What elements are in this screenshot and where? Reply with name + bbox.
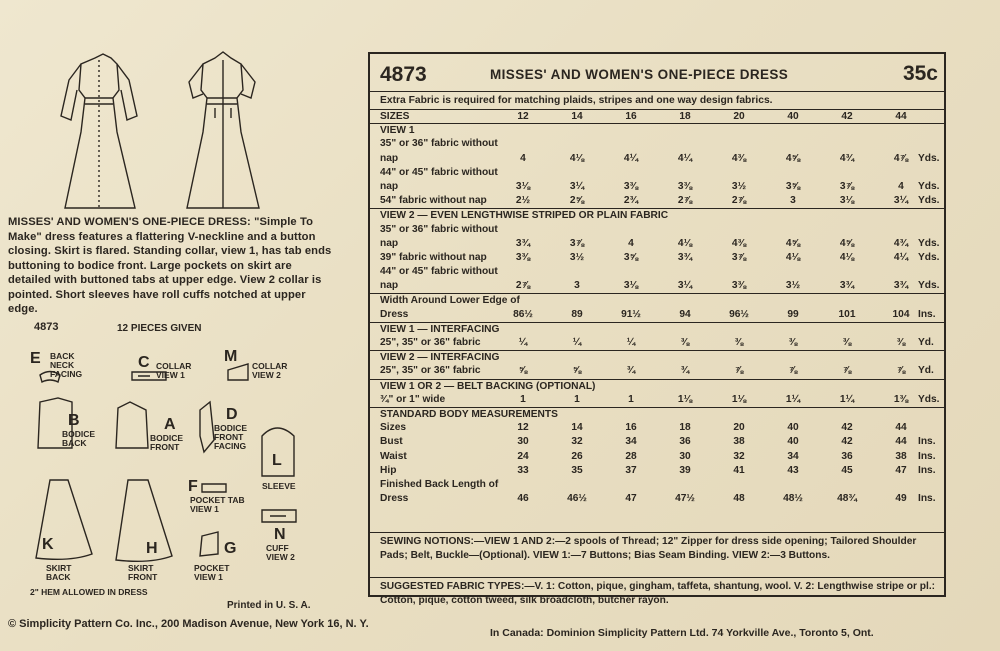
cell-value: 1 <box>574 393 580 405</box>
cell-value: 1 <box>520 393 526 405</box>
cell-value: 4⅝ <box>785 152 801 164</box>
cell-value: 49 <box>895 493 907 505</box>
row-unit: Yds. <box>918 393 940 405</box>
cell-value: 40 <box>787 422 799 434</box>
cell-value: 32 <box>571 436 583 448</box>
cell-value: 4⅛ <box>677 237 693 249</box>
cell-value: 3¾ <box>677 251 693 263</box>
row-label: nap <box>380 152 399 164</box>
cell-value: 1¼ <box>839 393 855 405</box>
cell-value: ⅝ <box>572 365 582 377</box>
cell-value: 4⅜ <box>731 152 747 164</box>
cell-value: 91½ <box>621 308 641 320</box>
chart-row <box>370 421 944 435</box>
chart-row <box>370 223 944 237</box>
chart-row <box>370 350 944 364</box>
piece-letter-a: A <box>164 416 176 433</box>
chart-row <box>370 464 944 478</box>
cell-value: ⅜ <box>734 337 744 348</box>
cell-value: 3¾ <box>893 280 909 292</box>
chart-row <box>370 379 944 393</box>
canada-address: In Canada: Dominion Simplicity Pattern Ltd. 74 Yorkville Ave., Toronto 5, Ont. <box>490 627 874 639</box>
cell-value: 18 <box>679 422 691 434</box>
chart-row <box>370 435 944 449</box>
size-header: 12 <box>517 111 529 122</box>
row-label: 25", 35" or 36" fabric <box>380 365 481 377</box>
cell-value: 3⅝ <box>785 180 801 192</box>
suggested-fabric-types: SUGGESTED FABRIC TYPES:—V. 1: Cotton, pique, gingham, taffeta, shantung, wool. V. 2: Lengthwise stripe or pl.: Cotton, pique, cotton tweed, silk broadcloth, butcher rayon. <box>380 581 936 606</box>
chart-row <box>370 251 944 265</box>
cell-value: ⅜ <box>896 337 906 348</box>
cell-value: 2¾ <box>623 195 639 207</box>
row-label: Width Around Lower Edge of <box>380 295 520 307</box>
piece-label-c: COLLAR VIEW 1 <box>156 361 192 380</box>
piece-f-shape <box>202 484 226 492</box>
cell-value: 3½ <box>569 251 585 263</box>
cell-value: 26 <box>571 450 583 462</box>
cell-value: 42 <box>841 422 853 434</box>
cell-value: 20 <box>733 422 745 434</box>
cell-value: 42 <box>841 436 853 448</box>
cell-value: ⅜ <box>680 337 690 348</box>
cell-value: 4⅞ <box>893 152 909 164</box>
piece-letter-k: K <box>42 536 54 553</box>
piece-letter-m: M <box>224 348 238 365</box>
cell-value: ¼ <box>626 337 636 348</box>
row-unit: Ins. <box>918 493 936 505</box>
cell-value: 3⅞ <box>839 180 855 192</box>
pattern-pieces-diagram <box>0 340 340 610</box>
row-unit: Yds. <box>918 251 940 263</box>
piece-label-h: SKIRT FRONT <box>128 563 158 582</box>
chart-row <box>370 492 944 506</box>
size-header: 16 <box>625 111 637 122</box>
cell-value: 86½ <box>513 308 533 320</box>
row-label: 44" or 45" fabric without <box>380 266 498 278</box>
row-label: Sizes <box>380 422 407 434</box>
row-label: 25", 35" or 36" fabric <box>380 337 481 348</box>
piece-label-f: POCKET TAB VIEW 1 <box>190 495 245 514</box>
chart-row <box>370 237 944 251</box>
fabric-divider <box>370 577 944 578</box>
cell-value: 4⅛ <box>785 251 801 263</box>
row-label: 44" or 45" fabric without <box>380 166 498 178</box>
cell-value: 101 <box>838 308 856 320</box>
piece-m-shape <box>228 364 248 380</box>
row-label: VIEW 2 — INTERFACING <box>380 352 500 364</box>
piece-g-shape <box>200 532 218 556</box>
row-unit: Yd. <box>918 337 934 348</box>
chart-row <box>370 407 944 421</box>
piece-letter-g: G <box>224 540 237 557</box>
piece-label-b: BODICE BACK <box>62 429 96 448</box>
piece-label-m: COLLAR VIEW 2 <box>252 361 288 380</box>
sewing-notions: SEWING NOTIONS:—VIEW 1 AND 2:—2 spools of Thread; 12" Zipper for dress side opening; Tailored Shoulder Pads; Belt, Buckle—(Optional). VIEW 1:—7 Buttons; Bias Seam Binding. VIEW 2:—3 Buttons. <box>370 532 944 562</box>
dress-sketches <box>55 50 275 215</box>
row-label: 35" or 36" fabric without <box>380 138 498 150</box>
cell-value: 39 <box>679 464 691 476</box>
cell-value: 1⅜ <box>893 393 909 405</box>
piece-label-k: SKIRT BACK <box>46 563 72 582</box>
cell-value: 96½ <box>729 308 749 320</box>
size-header: 44 <box>895 111 907 122</box>
cell-value: 3½ <box>785 280 801 292</box>
piece-letter-n: N <box>274 526 286 543</box>
cell-value: 1⅛ <box>731 393 747 405</box>
cell-value: 3⅛ <box>623 280 639 292</box>
size-header: 14 <box>571 111 583 122</box>
cell-value: 3⅝ <box>623 251 639 263</box>
cell-value: 3⅛ <box>839 195 855 207</box>
piece-label-l: SLEEVE <box>262 481 296 491</box>
size-header: 40 <box>787 111 799 122</box>
cell-value: 48½ <box>783 493 803 505</box>
cell-value: 2⅞ <box>677 195 693 207</box>
row-label: VIEW 1 — INTERFACING <box>380 323 500 335</box>
cell-value: 1 <box>628 393 634 405</box>
chart-row <box>370 322 944 336</box>
size-header: 20 <box>733 111 745 122</box>
piece-letter-e: E <box>30 350 41 367</box>
chart-row <box>370 364 944 378</box>
cell-value: 45 <box>841 464 853 476</box>
chart-row <box>370 308 944 322</box>
cell-value: 35 <box>571 464 583 476</box>
row-label: 54" fabric without nap <box>380 195 487 207</box>
cell-value: 38 <box>733 436 745 448</box>
cell-value: 3¾ <box>839 280 855 292</box>
cell-value: 3 <box>574 280 580 292</box>
pattern-number-small: 4873 <box>34 321 59 333</box>
cell-value: 47 <box>625 493 637 505</box>
row-label: Hip <box>380 464 397 476</box>
chart-row <box>370 393 944 407</box>
cell-value: 4 <box>898 180 904 192</box>
cell-value: 3¼ <box>893 195 909 207</box>
cell-value: 104 <box>892 308 910 320</box>
cell-value: 4⅜ <box>731 237 747 249</box>
pattern-price: 35c <box>902 62 938 85</box>
description-body: "Simple To Make" dress features a flattering V-neckline and a button closing. Skirt is flared. Standing collar, view 1, has tab ends buttoning to bodice front. Large pockets on skirt are detailed with buttoned tabs at upper edge. View 2 collar is pointed. Short sleeves have roll cuffs notched at upper edge. <box>8 216 332 315</box>
sizes-header-row <box>370 109 944 123</box>
cell-value: ⅜ <box>788 337 798 348</box>
row-unit: Ins. <box>918 308 936 320</box>
row-unit: Ins. <box>918 464 936 476</box>
pattern-number: 4873 <box>380 63 427 86</box>
cell-value: ¾ <box>680 365 690 377</box>
piece-letter-h: H <box>146 540 158 557</box>
piece-letter-d: D <box>226 406 238 423</box>
row-label: nap <box>380 180 399 192</box>
row-label: VIEW 1 OR 2 — BELT BACKING (OPTIONAL) <box>380 380 596 392</box>
size-header: 18 <box>679 111 691 122</box>
cell-value: ⅜ <box>842 337 852 348</box>
printed-in-usa: Printed in U. S. A. <box>227 600 311 611</box>
row-label: Finished Back Length of <box>380 478 499 490</box>
row-label: 39" fabric without nap <box>380 251 487 263</box>
cell-value: 2⅞ <box>515 280 531 292</box>
piece-label-a: BODICE FRONT <box>150 433 184 452</box>
chart-row <box>370 137 944 151</box>
cell-value: ⅞ <box>896 365 906 377</box>
cell-value: 41 <box>733 464 745 476</box>
cell-value: 4¼ <box>893 251 909 263</box>
cell-value: 3⅜ <box>731 280 747 292</box>
cell-value: 99 <box>787 308 799 320</box>
piece-h-shape <box>116 480 172 561</box>
cell-value: ¾ <box>626 365 636 377</box>
row-unit: Ins. <box>918 450 936 462</box>
row-label: nap <box>380 280 399 292</box>
cell-value: 4 <box>628 237 634 249</box>
row-label: ¾" or 1" wide <box>380 393 446 405</box>
piece-letter-l: L <box>272 452 282 469</box>
size-header: 42 <box>841 111 853 122</box>
cell-value: 32 <box>733 450 745 462</box>
dress-view-2-sketch <box>187 52 259 208</box>
cell-value: 2½ <box>515 195 531 207</box>
extra-fabric-note: Extra Fabric is required for matching plaids, stripes and one way design fabrics. <box>380 95 773 106</box>
piece-label-g: POCKET VIEW 1 <box>194 563 230 582</box>
piece-letter-f: F <box>188 478 198 495</box>
cell-value: 48¾ <box>837 493 857 505</box>
cell-value: 3¼ <box>569 180 585 192</box>
row-label: STANDARD BODY MEASUREMENTS <box>380 408 558 420</box>
row-unit: Yds. <box>918 152 940 164</box>
chart-row <box>370 166 944 180</box>
cell-value: 3½ <box>731 180 747 192</box>
cell-value: ¼ <box>518 337 528 348</box>
cell-value: 44 <box>895 436 907 448</box>
dress-view-1-sketch <box>61 54 137 208</box>
cell-value: 4⅛ <box>839 251 855 263</box>
piece-d-shape <box>200 402 214 452</box>
cell-value: 4¼ <box>623 152 639 164</box>
chart-row <box>370 478 944 492</box>
pieces-given: 12 PIECES GIVEN <box>117 323 202 334</box>
piece-label-n: CUFF VIEW 2 <box>266 543 295 562</box>
description-lead: MISSES' AND WOMEN'S ONE-PIECE DRESS: <box>8 216 251 228</box>
hem-note: 2" HEM ALLOWED IN DRESS <box>30 587 148 597</box>
chart-row <box>370 123 944 137</box>
piece-label-e: BACK NECK FACING <box>50 351 83 379</box>
row-unit: Ins. <box>918 436 936 448</box>
cell-value: 4¾ <box>839 152 855 164</box>
cell-value: 1¼ <box>785 393 801 405</box>
row-label: 35" or 36" fabric without <box>380 223 498 235</box>
yardage-table <box>370 109 944 506</box>
cell-value: 2⅝ <box>569 195 585 207</box>
dress-description <box>8 215 338 317</box>
row-unit: Yds. <box>918 195 940 207</box>
cell-value: 30 <box>679 450 691 462</box>
row-unit: Yds. <box>918 280 940 292</box>
cell-value: 3⅜ <box>623 180 639 192</box>
piece-n-shape <box>262 510 296 522</box>
row-label: Waist <box>380 450 407 462</box>
piece-letter-b: B <box>68 412 80 429</box>
cell-value: 4⅝ <box>785 237 801 249</box>
pattern-title: MISSES' AND WOMEN'S ONE-PIECE DRESS <box>490 67 789 82</box>
cell-value: 47 <box>895 464 907 476</box>
cell-value: 12 <box>517 422 529 434</box>
cell-value: 3⅜ <box>515 251 531 263</box>
sizes-label: SIZES <box>380 111 410 122</box>
chart-row <box>370 152 944 166</box>
chart-row <box>370 180 944 194</box>
row-label: nap <box>380 237 399 249</box>
cell-value: 1⅛ <box>677 393 693 405</box>
cell-value: 3¾ <box>515 237 531 249</box>
cell-value: ⅝ <box>518 365 528 377</box>
cell-value: 34 <box>787 450 799 462</box>
cell-value: 89 <box>571 308 583 320</box>
copyright-line: © Simplicity Pattern Co. Inc., 200 Madison Avenue, New York 16, N. Y. <box>8 618 369 630</box>
cell-value: 28 <box>625 450 637 462</box>
cell-value: 3⅜ <box>677 180 693 192</box>
chart-header <box>370 54 944 92</box>
row-label: Dress <box>380 308 409 320</box>
cell-value: ⅞ <box>788 365 798 377</box>
cell-value: 24 <box>517 450 529 462</box>
row-label: Dress <box>380 493 409 505</box>
cell-value: 36 <box>679 436 691 448</box>
row-unit: Yds. <box>918 180 940 192</box>
chart-row <box>370 265 944 279</box>
cell-value: 44 <box>895 422 907 434</box>
row-label: VIEW 2 — EVEN LENGTHWISE STRIPED OR PLAIN FABRIC <box>380 210 669 222</box>
chart-row <box>370 450 944 464</box>
cell-value: ⅞ <box>734 365 744 377</box>
cell-value: ¼ <box>572 337 582 348</box>
cell-value: 3 <box>790 195 796 207</box>
chart-row <box>370 208 944 222</box>
cell-value: 2⅞ <box>731 195 747 207</box>
cell-value: 94 <box>679 308 691 320</box>
cell-value: ⅞ <box>842 365 852 377</box>
cell-value: 48 <box>733 493 745 505</box>
cell-value: 37 <box>625 464 637 476</box>
chart-row <box>370 194 944 208</box>
chart-row <box>370 279 944 293</box>
chart-row <box>370 336 944 350</box>
yardage-chart <box>368 52 946 606</box>
cell-value: 3⅞ <box>731 251 747 263</box>
piece-a-shape <box>116 402 148 448</box>
cell-value: 4¾ <box>893 237 909 249</box>
cell-value: 30 <box>517 436 529 448</box>
cell-value: 3⅛ <box>515 180 531 192</box>
cell-value: 38 <box>895 450 907 462</box>
cell-value: 3⅞ <box>569 237 585 249</box>
cell-value: 43 <box>787 464 799 476</box>
cell-value: 16 <box>625 422 637 434</box>
cell-value: 4 <box>520 152 526 164</box>
row-unit: Yds. <box>918 237 940 249</box>
piece-letter-c: C <box>138 354 150 371</box>
row-label: VIEW 1 <box>380 125 415 137</box>
chart-row <box>370 293 944 307</box>
row-unit: Yd. <box>918 365 934 377</box>
cell-value: 4⅝ <box>839 237 855 249</box>
row-label: Bust <box>380 436 403 448</box>
cell-value: 46½ <box>567 493 587 505</box>
cell-value: 4⅛ <box>569 152 585 164</box>
cell-value: 47½ <box>675 493 695 505</box>
cell-value: 46 <box>517 493 529 505</box>
cell-value: 3¼ <box>677 280 693 292</box>
cell-value: 14 <box>571 422 583 434</box>
cell-value: 34 <box>625 436 637 448</box>
cell-value: 36 <box>841 450 853 462</box>
piece-label-d: BODICE FRONT FACING <box>214 423 248 451</box>
cell-value: 40 <box>787 436 799 448</box>
cell-value: 4¼ <box>677 152 693 164</box>
cell-value: 33 <box>517 464 529 476</box>
